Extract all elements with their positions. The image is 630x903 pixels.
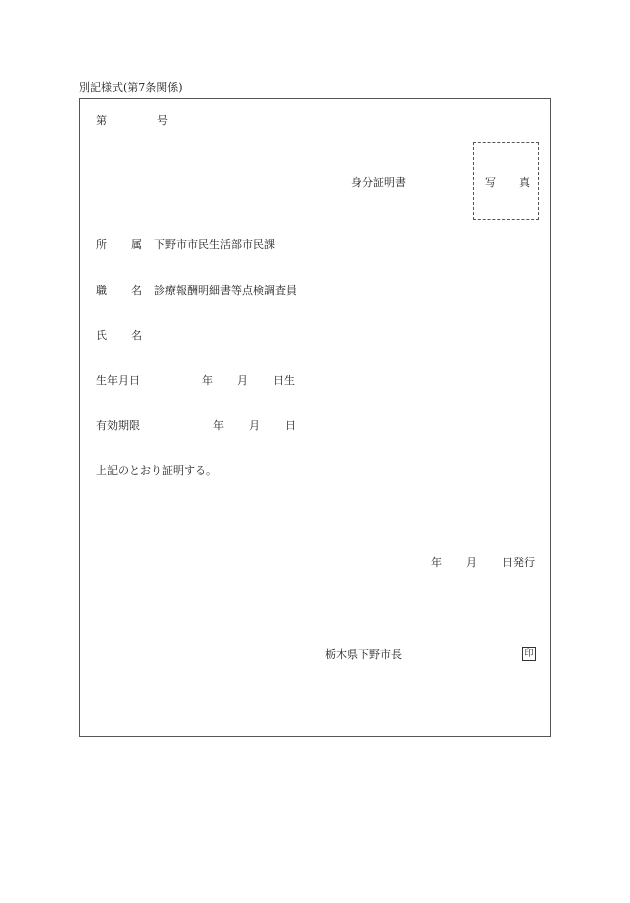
position-label-right: 名 bbox=[131, 284, 142, 297]
issue-day: 日発行 bbox=[502, 556, 535, 569]
validity-month: 月 bbox=[249, 419, 260, 432]
position-label-left: 職 bbox=[96, 284, 107, 297]
name-label-right: 名 bbox=[131, 329, 142, 342]
number-prefix: 第 bbox=[96, 114, 107, 127]
issue-year: 年 bbox=[431, 556, 442, 569]
affiliation-label-right: 属 bbox=[131, 238, 142, 251]
affiliation-label-left: 所 bbox=[96, 238, 107, 251]
birthdate-month: 月 bbox=[237, 374, 248, 387]
validity-year: 年 bbox=[213, 419, 224, 432]
validity-day: 日 bbox=[285, 419, 296, 432]
validity-label: 有効期限 bbox=[96, 419, 140, 432]
certificate-title: 身分証明書 bbox=[351, 176, 406, 189]
form-style-label: 別記様式(第7条関係) bbox=[79, 81, 183, 94]
birthdate-label: 生年月日 bbox=[96, 374, 140, 387]
seal-mark: 印 bbox=[522, 647, 536, 661]
photo-label-right: 真 bbox=[519, 176, 530, 189]
position-value: 診療報酬明細書等点検調査員 bbox=[154, 284, 297, 297]
birthdate-year: 年 bbox=[202, 374, 213, 387]
affiliation-value: 下野市市民生活部市民課 bbox=[154, 238, 275, 251]
issuer-name: 栃木県下野市長 bbox=[325, 648, 402, 661]
birthdate-day: 日生 bbox=[273, 374, 295, 387]
name-label-left: 氏 bbox=[96, 329, 107, 342]
number-suffix: 号 bbox=[157, 114, 168, 127]
issue-month: 月 bbox=[466, 556, 477, 569]
certification-text: 上記のとおり証明する。 bbox=[96, 464, 217, 477]
photo-label-left: 写 bbox=[485, 176, 496, 189]
